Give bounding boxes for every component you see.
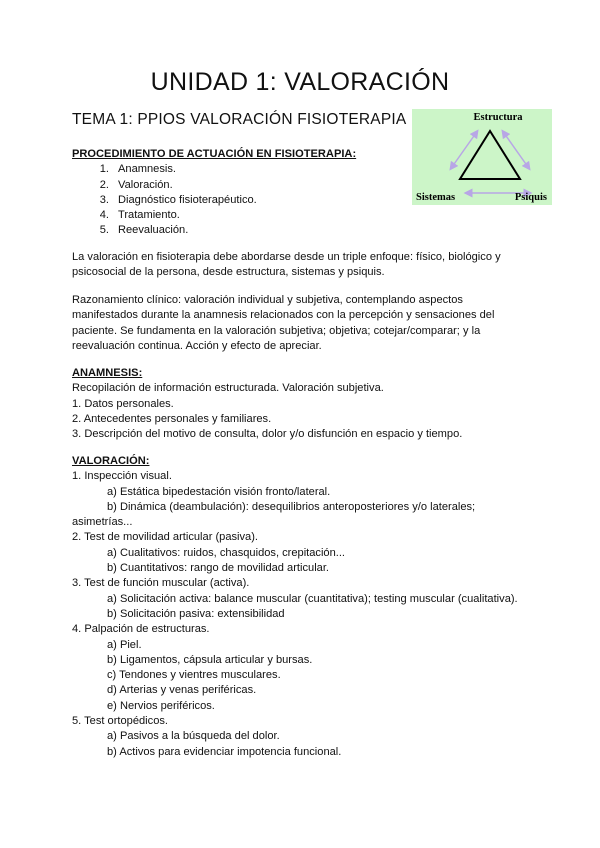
list-item: 4. Tratamiento.: [99, 209, 180, 222]
anamnesis-heading: ANAMNESIS:: [72, 367, 143, 379]
text-line: 2. Test de movilidad articular (pasiva).: [72, 531, 259, 544]
list-item: 3. Diagnóstico fisioterapéutico.: [99, 193, 257, 206]
text-line: b) Activos para evidenciar impotencia funcional.: [107, 745, 342, 758]
text-line: asimetrías...: [72, 516, 133, 529]
text-line: c) Tendones y vientres musculares.: [107, 669, 281, 682]
list-item: 1. Anamnesis.: [99, 163, 176, 176]
text-line: d) Arterias y venas periféricas.: [107, 684, 257, 697]
text-line: 4. Palpación de estructuras.: [72, 623, 210, 636]
page-title: UNIDAD 1: VALORACIÓN: [150, 68, 450, 96]
anamnesis-block: [72, 366, 532, 442]
paragraph-enfoque: La valoración en fisioterapia debe abordarse desde un triple enfoque: físico, biológico y psicosocial de la persona, desde estructura, sistemas y psiquis.: [72, 251, 501, 279]
label-sistemas: Sistemas: [416, 192, 456, 203]
valoracion-heading: VALORACIÓN:: [72, 455, 150, 467]
text-line: 3. Test de función muscular (activa).: [72, 577, 250, 590]
text-line: b) Dinámica (deambulación): desequilibrios anteroposteriores y/o laterales;: [107, 500, 476, 513]
procedimiento-heading: PROCEDIMIENTO DE ACTUACIÓN EN FISIOTERAPIA:: [72, 148, 357, 160]
text-line: a) Estática bipedestación visión fronto/lateral.: [107, 485, 331, 498]
text-line: a) Solicitación activa: balance muscular (cuantitativa); testing muscular (cualitativa).: [107, 592, 518, 605]
text-line: b) Ligamentos, cápsula articular y bursas.: [107, 653, 313, 666]
procedimiento-block: [72, 147, 532, 239]
text-line: 2. Antecedentes personales y familiares.: [72, 412, 272, 425]
valoracion-block: [72, 454, 532, 760]
section-title: TEMA 1: PPIOS VALORACIÓN FISIOTERAPIA: [72, 111, 407, 128]
text-line: a) Cualitativos: ruidos, chasquidos, crepitación...: [107, 546, 346, 559]
text-line: Recopilación de información estructurada. Valoración subjetiva.: [72, 382, 384, 395]
text-line: 1. Datos personales.: [72, 397, 174, 410]
text-line: 1. Inspección visual.: [72, 470, 172, 483]
text-line: e) Nervios periféricos.: [107, 699, 215, 712]
text-line: 3. Descripción del motivo de consulta, dolor y/o disfunción en espacio y tiempo.: [72, 428, 463, 441]
list-item: 5. Reevaluación.: [99, 224, 189, 237]
text-line: a) Pasivos a la búsqueda del dolor.: [107, 730, 280, 743]
text-line: 5. Test ortopédicos.: [72, 715, 168, 728]
text-line: b) Solicitación pasiva: extensibilidad: [107, 607, 285, 620]
text-line: a) Piel.: [107, 638, 142, 651]
list-item: 2. Valoración.: [99, 178, 173, 191]
label-psiquis: Psiquis: [514, 192, 547, 203]
paragraph-razonamiento: Razonamiento clínico: valoración individual y subjetiva, contemplando aspectos manifestados durante la anamnesis relacionados con la percepción y sensaciones del paciente. Se fundamenta en la valoración subjetiva; objetiva; cotejar/comparar; y la reevaluación continua. Acción y efecto de apreciar.: [72, 294, 495, 352]
text-line: b) Cuantitativos: rango de movilidad articular.: [107, 562, 329, 575]
label-estructura: Estructura: [473, 112, 523, 123]
